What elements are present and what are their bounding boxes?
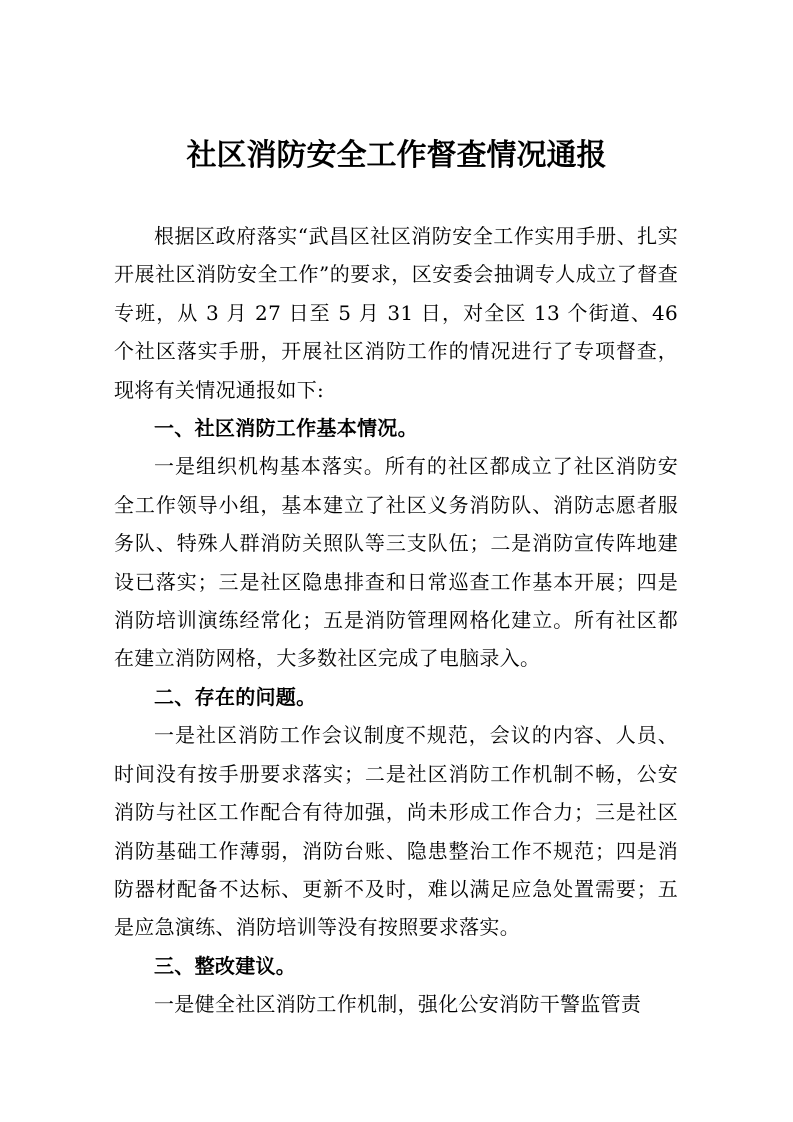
section-heading-rectification: 三、整改建议。 bbox=[154, 953, 297, 978]
intro-paragraph: 根据区政府落实“武昌区社区消防安全工作实用手册、扎实开展社区消防安全工作”的要求，区安委会抽调专人成立了督查专班，从 3 月 27 日至 5 月 31 日，对全区 13 个街道、46 个社区落实手册，开展社区消防工作的情况进行了专项督查，现将有关情况通报如下: bbox=[114, 224, 678, 402]
section-heading-basic-situation: 一、社区消防工作基本情况。 bbox=[154, 416, 418, 441]
section-text-rectification: 一是健全社区消防工作机制，强化公安消防干警监管责 bbox=[154, 992, 642, 1017]
section-text-basic-situation: 一是组织机构基本落实。所有的社区都成立了社区消防安全工作领导小组，基本建立了社区义务消防队、消防志愿者服务队、特殊人群消防关照队等三支队伍；二是消防宣传阵地建设已落实；三是社区隐患排查和日常巡查工作基本开展；四是消防培训演练经常化；五是消防管理网格化建立。所有社区都在建立消防网格，大多数社区完成了电脑录入。 bbox=[114, 454, 678, 671]
section-heading-problems: 二、存在的问题。 bbox=[154, 684, 317, 709]
section-text-problems: 一是社区消防工作会议制度不规范，会议的内容、人员、时间没有按手册要求落实；二是社区消防工作机制不畅，公安消防与社区工作配合有待加强，尚未形成工作合力；三是社区消防基础工作薄弱，消防台账、隐患整治工作不规范；四是消防器材配备不达标、更新不及时，难以满足应急处置需要；五是应急演练、消防培训等没有按照要求落实。 bbox=[114, 723, 678, 940]
document-title: 社区消防安全工作督查情况通报 bbox=[186, 138, 607, 173]
document-body bbox=[114, 217, 678, 1024]
